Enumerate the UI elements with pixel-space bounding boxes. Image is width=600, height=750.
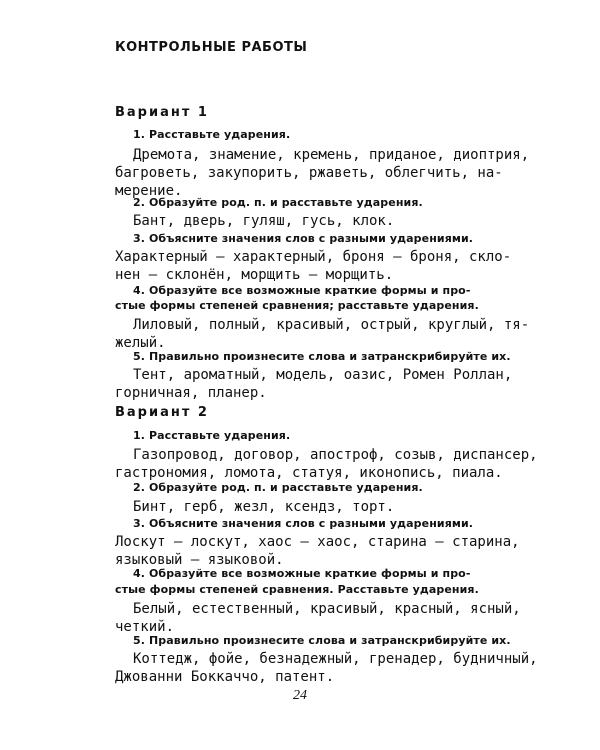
text-line: Газопровод, договор, апостроф, созыв, диспансер,: [133, 447, 538, 463]
text-line: мерение.: [115, 183, 183, 199]
v1-task3-text: [115, 248, 512, 284]
text-line: четкий.: [115, 619, 175, 635]
text-line: багроветь, закупорить, ржаветь, облегчить, на-: [115, 165, 503, 181]
v1-task3-title: 3. Объясните значения слов с разными ударениями.: [133, 232, 474, 245]
text-line: Лоскут — лоскут, хаос — хаос, старина — старина,: [115, 534, 520, 550]
text-line: желый.: [115, 335, 166, 351]
v1-task2-text: [115, 212, 487, 230]
text-line: Джованни Боккаччо, патент.: [115, 669, 335, 685]
v2-task5-title: 5. Правильно произнесите слова и затранскрибируйте их.: [133, 634, 511, 647]
v2-task4-title-cont: стые формы степеней сравнения. Расставьте ударения.: [115, 583, 479, 596]
v1-task4-text: [115, 316, 530, 352]
v2-task2-text: [115, 498, 487, 516]
page-title: КОНТРОЛЬНЫЕ РАБОТЫ: [115, 40, 308, 55]
v2-task4-title: 4. Образуйте все возможные краткие формы и про-: [133, 567, 471, 580]
v1-task2-title: 2. Образуйте род. п. и расставьте ударения.: [133, 196, 423, 209]
text-line: Характерный — характерный, броня — броня, скло-: [115, 249, 512, 265]
text-line: Тент, ароматный, модель, оазис, Ромен Роллан,: [133, 367, 513, 383]
v1-task4-title-cont: стые формы степеней сравнения; расставьте ударения.: [115, 299, 479, 312]
variant-2-heading: Вариант 2: [115, 405, 209, 420]
text-line: горничная, планер.: [115, 385, 267, 401]
text-line: языковый — языковой.: [115, 552, 284, 568]
text-line: Бинт, герб, жезл, ксендз, торт.: [133, 499, 395, 515]
v2-task1-text: [115, 446, 538, 482]
text-line: нен — склонён, морщить — морщить.: [115, 267, 394, 283]
text-line: Лиловый, полный, красивый, острый, круглый, тя-: [133, 317, 530, 333]
text-line: Коттедж, фойе, безнадежный, гренадер, будничный,: [133, 651, 538, 667]
v2-task3-title: 3. Объясните значения слов с разными ударениями.: [133, 517, 474, 530]
text-line: Дремота, знамение, кремень, приданое, диоптрия,: [133, 147, 530, 163]
text-line: Белый, естественный, красивый, красный, ясный,: [133, 601, 521, 617]
variant-1-heading: Вариант 1: [115, 105, 209, 120]
v1-task4-title: 4. Образуйте все возможные краткие формы и про-: [133, 284, 471, 297]
v2-task2-title: 2. Образуйте род. п. и расставьте ударения.: [133, 481, 423, 494]
v2-task4-text: [115, 600, 521, 636]
v1-task5-text: [115, 366, 513, 402]
v1-task5-title: 5. Правильно произнесите слова и затранскрибируйте их.: [133, 350, 511, 363]
v2-task1-title: 1. Расставьте ударения.: [133, 429, 291, 442]
v1-task1-text: [115, 146, 530, 200]
v1-task1-title: 1. Расставьте ударения.: [133, 128, 291, 141]
v2-task3-text: [115, 533, 520, 569]
page-number: 24: [293, 688, 307, 703]
v2-task5-text: [115, 650, 538, 686]
text-line: Бант, дверь, гуляш, гусь, клок.: [133, 213, 395, 229]
text-line: гастрономия, ломота, статуя, иконопись, пиала.: [115, 465, 503, 481]
